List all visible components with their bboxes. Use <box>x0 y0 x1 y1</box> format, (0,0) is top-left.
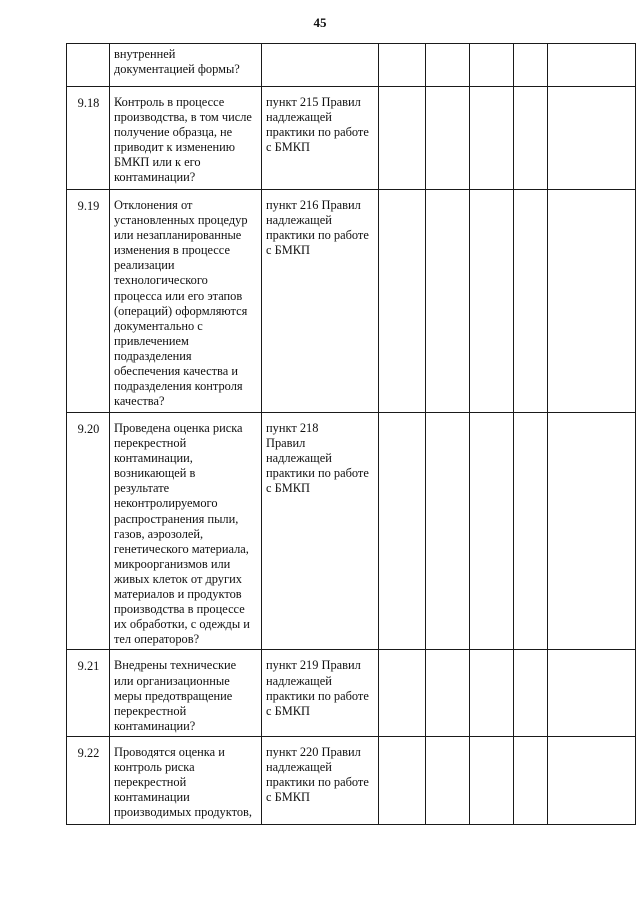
table-row <box>67 650 636 736</box>
answer-na-cell[interactable] <box>470 190 514 413</box>
answer-yes-cell[interactable] <box>379 650 426 736</box>
table-row <box>67 44 636 87</box>
note-cell[interactable] <box>548 190 636 413</box>
item-question: Отклонения от установленных процедур или незапланированные изменения в процессе реализации технологического процесса или его этапов (операций) оформляются документально с привлечением подразделения обеспечения качества и подразделения контроля качества? <box>110 190 262 413</box>
answer-no-cell[interactable] <box>426 413 470 650</box>
item-reference <box>262 44 379 87</box>
answer-na-cell[interactable] <box>470 413 514 650</box>
answer-na-cell[interactable] <box>470 87 514 190</box>
answer-no-cell[interactable] <box>426 190 470 413</box>
item-number: 9.20 <box>67 413 110 650</box>
answer-yes-cell[interactable] <box>379 736 426 824</box>
answer-na-cell[interactable] <box>470 650 514 736</box>
answer-yes-cell[interactable] <box>379 44 426 87</box>
item-reference: пункт 216 Правил надлежащей практики по работе с БМКП <box>262 190 379 413</box>
item-number: 9.21 <box>67 650 110 736</box>
answer-na-cell[interactable] <box>470 44 514 87</box>
note-cell[interactable] <box>548 413 636 650</box>
page-number: 45 <box>313 15 327 30</box>
table-row <box>67 87 636 190</box>
item-number: 9.18 <box>67 87 110 190</box>
item-number <box>67 44 110 87</box>
checklist-table <box>66 43 636 825</box>
table-row <box>67 190 636 413</box>
note-cell[interactable] <box>548 44 636 87</box>
answer-yes-cell[interactable] <box>379 190 426 413</box>
item-question: Внедрены технические или организационные меры предотвращение перекрестной контаминации? <box>110 650 262 736</box>
note-cell[interactable] <box>548 736 636 824</box>
answer-extra-cell[interactable] <box>514 650 548 736</box>
answer-no-cell[interactable] <box>426 87 470 190</box>
item-question: внутренней документацией формы? <box>110 44 262 87</box>
item-number: 9.19 <box>67 190 110 413</box>
note-cell[interactable] <box>548 650 636 736</box>
item-reference: пункт 219 Правил надлежащей практики по работе с БМКП <box>262 650 379 736</box>
answer-extra-cell[interactable] <box>514 87 548 190</box>
note-cell[interactable] <box>548 87 636 190</box>
item-question: Проведена оценка риска перекрестной контаминации, возникающей в результате неконтролируемого распространения пыли, газов, аэрозолей, генетического материала, микроорганизмов или живых клеток от других материалов и продуктов производства в процессе их обработки, с одежды и тел операторов? <box>110 413 262 650</box>
answer-extra-cell[interactable] <box>514 44 548 87</box>
answer-extra-cell[interactable] <box>514 413 548 650</box>
item-question: Проводятся оценка и контроль риска перекрестной контаминации производимых продуктов, <box>110 736 262 824</box>
table-row <box>67 736 636 824</box>
item-reference: пункт 215 Правил надлежащей практики по работе с БМКП <box>262 87 379 190</box>
answer-no-cell[interactable] <box>426 736 470 824</box>
answer-extra-cell[interactable] <box>514 736 548 824</box>
item-reference: пункт 218 Правил надлежащей практики по работе с БМКП <box>262 413 379 650</box>
answer-yes-cell[interactable] <box>379 87 426 190</box>
item-number: 9.22 <box>67 736 110 824</box>
answer-extra-cell[interactable] <box>514 190 548 413</box>
answer-yes-cell[interactable] <box>379 413 426 650</box>
answer-no-cell[interactable] <box>426 44 470 87</box>
answer-no-cell[interactable] <box>426 650 470 736</box>
item-reference: пункт 220 Правил надлежащей практики по работе с БМКП <box>262 736 379 824</box>
answer-na-cell[interactable] <box>470 736 514 824</box>
item-question: Контроль в процессе производства, в том числе получение образца, не приводит к изменению БМКП или к его контаминации? <box>110 87 262 190</box>
table-row <box>67 413 636 650</box>
